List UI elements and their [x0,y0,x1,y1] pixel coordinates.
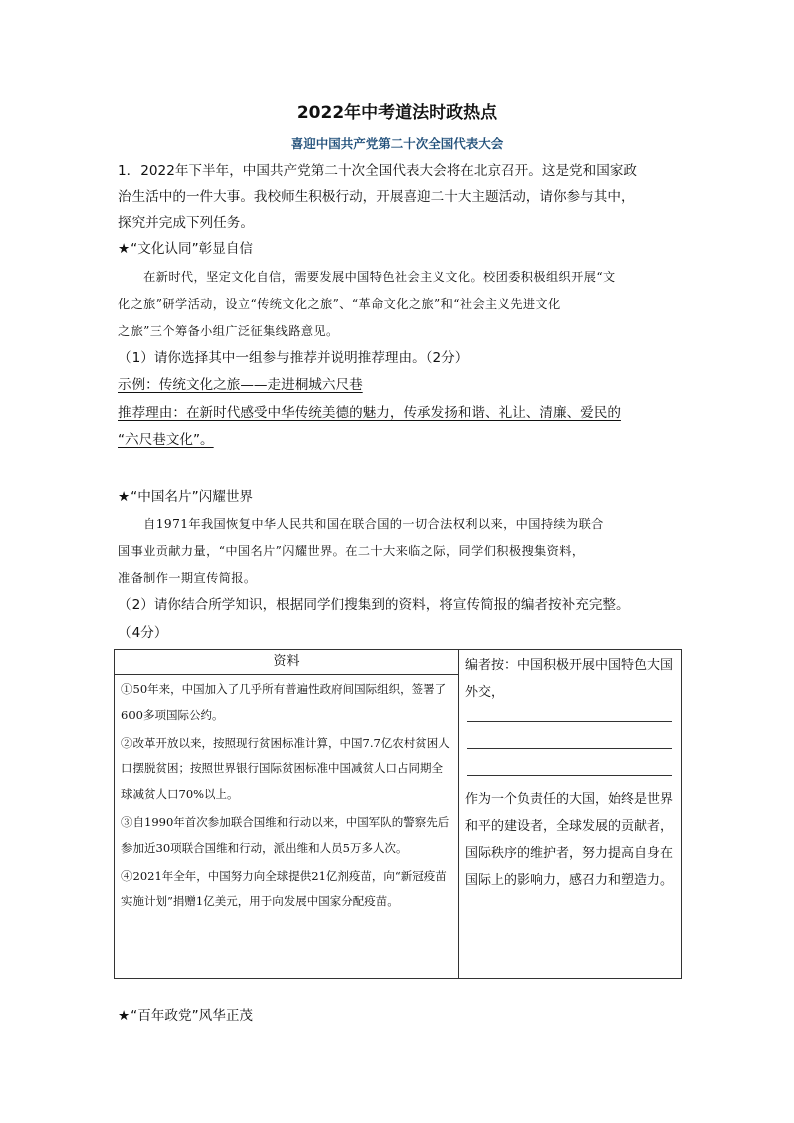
answer-blank-line[interactable] [467,775,672,776]
material-line: 自1971年我国恢复中华人民共和国在联合国的一切合法权利以来，中国持续为联合 [118,517,604,531]
sub-question-1: （1）请你选择其中一组参与推荐并说明推荐理由。（2分） [118,350,469,366]
section-heading-party: ★“百年政党”风华正茂 [118,1008,254,1024]
section-heading-culture: ★“文化认同”彰显自信 [118,241,254,257]
material-item: ④2021年全年，中国努力向全球提供21亿剂疫苗，向“新冠疫苗实施计划”捐赠1亿美元，用于向发展中国家分配疫苗。 [121,868,447,909]
section-heading-china-card: ★“中国名片”闪耀世界 [118,489,254,505]
document-title: 2022年中考道法时政热点 [296,103,498,123]
material-line: 化之旅”研学活动，设立“传统文化之旅”、“革命文化之旅”和“社会主义先进文化 [118,297,561,311]
editor-note-cell [459,650,682,979]
document-subtitle: 喜迎中国共产党第二十次全国代表大会 [290,136,504,151]
reason-line: 推荐理由：在新时代感受中华传统美德的魅力，传承发扬和谐、礼让、清廉、爱民的 [118,405,621,421]
editor-note-conclusion: 作为一个负责任的大国，始终是世界和平的建设者，全球发展的贡献者，国际秩序的维护者，努力提高自身在国际上的影响力，感召力和塑造力。 [465,792,674,888]
material-line: 国事业贡献力量，“中国名片”闪耀世界。在二十大来临之际，同学们积极搜集资料， [118,544,585,558]
materials-cell [115,675,459,979]
material-item: ①50年来，中国加入了几乎所有普遍性政府间国际组织，签署了600多项国际公约。 [121,682,447,722]
material-line: 在新时代，坚定文化自信，需要发展中国特色社会主义文化。校团委积极组织开展“文 [118,270,616,284]
question-intro-line: 探究并完成下列任务。 [118,215,254,231]
answer-blank-line[interactable] [467,721,672,722]
example-answer: 示例：传统文化之旅——走进桐城六尺巷 [118,377,363,393]
question-intro-line: 1．2022年下半年，中国共产党第二十次全国代表大会将在北京召开。这是党和国家政 [118,163,638,179]
material-line: 准备制作一期宣传简报。 [118,571,257,585]
material-line: 之旅”三个筹备小组广泛征集线路意见。 [118,324,339,338]
question-intro-line: 治生活中的一件大事。我校师生积极行动，开展喜迎二十大主题活动，请你参与其中， [118,189,635,205]
sub-question-2-score: （4分） [118,625,168,641]
material-item: ②改革开放以来，按照现行贫困标准计算，中国7.7亿农村贫困人口摆脱贫困；按照世界银行国际贫困标准中国减贫人口占同期全球减贫人口70%以上。 [121,735,450,802]
answer-blank-line[interactable] [467,748,672,749]
materials-header: 资料 [115,650,459,675]
editor-note-intro: 编者按：中国积极开展中国特色大国外交， [465,658,674,700]
sub-question-2: （2）请你结合所学知识，根据同学们搜集到的资料，将宣传简报的编者按补充完整。 [118,597,630,613]
reason-line: “六尺巷文化”。 [118,432,214,448]
briefing-table [114,649,682,979]
material-item: ③自1990年首次参加联合国维和行动以来，中国军队的警察先后参加近30项联合国维和行动，派出维和人员5万多人次。 [121,814,450,855]
